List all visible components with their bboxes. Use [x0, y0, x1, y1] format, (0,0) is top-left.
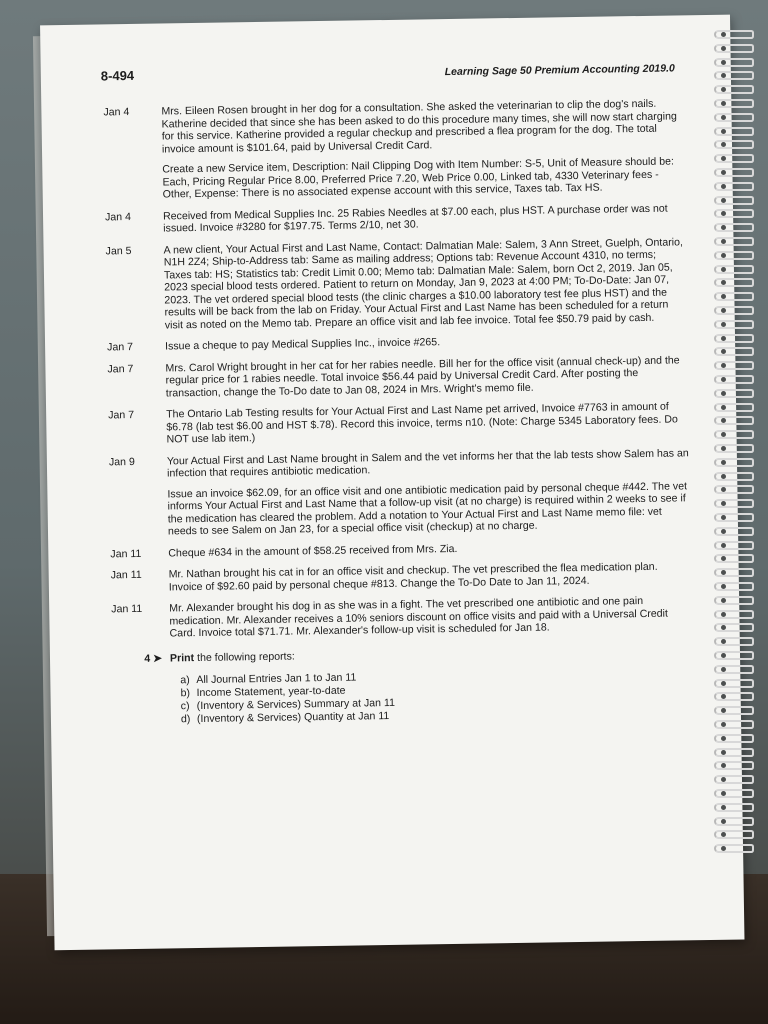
entry-date: Jan 7 [108, 408, 135, 422]
binding-hole [721, 115, 726, 120]
report-text: (Inventory & Services) Quantity at Jan 11 [196, 709, 390, 725]
transaction-entry [107, 332, 687, 354]
spiral-coil [714, 761, 754, 770]
spiral-coil [714, 651, 754, 660]
binding-hole [721, 170, 726, 175]
report-letter: d) [180, 712, 191, 726]
binding-hole [721, 584, 726, 589]
binding-hole [721, 474, 726, 479]
entry-date: Jan 4 [103, 106, 130, 119]
transaction-entry [110, 539, 690, 561]
spiral-coil [714, 375, 754, 384]
spiral-coil [714, 168, 754, 177]
binding-hole [721, 681, 726, 686]
binding-hole [721, 129, 726, 134]
report-list [180, 671, 395, 726]
transaction-entry [109, 447, 690, 539]
spiral-coil [714, 85, 754, 94]
binding-hole [721, 267, 726, 272]
book-title: Learning Sage 50 Premium Accounting 2019.0 [444, 62, 675, 79]
binding-hole [721, 377, 726, 382]
transaction-entry [111, 594, 692, 641]
spiral-coil [714, 665, 754, 674]
binding-hole [721, 308, 726, 313]
transaction-entry [108, 400, 689, 447]
spiral-binding [706, 30, 764, 870]
spiral-coil [714, 334, 754, 343]
entry-date: Jan 7 [107, 340, 134, 354]
spiral-coil [714, 99, 754, 108]
entry-body [161, 97, 684, 201]
binding-hole [721, 184, 726, 189]
page-number: 8-494 [100, 67, 135, 84]
step-print-word: Print [169, 651, 195, 664]
entry-body [167, 447, 690, 538]
report-text: All Journal Entries Jan 1 to Jan 11 [196, 671, 357, 687]
transaction-entry [107, 354, 688, 401]
binding-hole [721, 405, 726, 410]
binding-hole [721, 819, 726, 824]
binding-hole [721, 598, 726, 603]
step-number: 4 ➤ [144, 652, 163, 665]
entry-body [163, 202, 685, 235]
step-instruction [170, 648, 394, 664]
entry-body [165, 332, 687, 353]
entry-paragraph: Create a new Service item, Description: Nail Clipping Dog with Item Number: S-5, Unit of Measure should be: Each, Pricing Regular Price 8.00, Preferred Price 7.20, Web Price 0.00, Linked tab, 4330 Veterinary fees - Other, Expense: There is no associated expense account with this service, Taxes tab. Tax HS. [162, 155, 675, 201]
binding-hole [721, 529, 726, 534]
entry-paragraph: Mrs. Eileen Rosen brought in her dog for a consultation. She asked the veterinarian to clip the dog's nails. Katherine decided that since she has been asked to do this procedure many times, she will now start charging for this service. Katherine provided a regular checkup and prescribed a flea program for the dog. The total invoice amount is $101.64, paid by Universal Credit Card. [161, 97, 677, 156]
spiral-coil [714, 237, 754, 246]
spiral-coil [714, 209, 754, 218]
spiral-coil [714, 775, 754, 784]
spiral-coil [714, 44, 754, 53]
binding-hole [721, 612, 726, 617]
spiral-coil [714, 58, 754, 67]
entry-date: Jan 9 [108, 455, 135, 468]
entry-body [163, 236, 686, 332]
spiral-coil [714, 499, 754, 508]
page-header [101, 59, 675, 83]
entry-paragraph: Issue an invoice $62.09, for an office visit and one antibiotic medication paid by personal cheque #442. The vet informs Your Actual First and Last Name that a follow-up visit (at no charge) is required within 2 weeks to see if the medication has cleared the problem. Add a notation to Your Actual First and Last Name memo file: vet needs to see Salem on Jan 23, for a special office visit (checkup) at no charge. [167, 479, 688, 538]
binding-hole [721, 736, 726, 741]
binding-hole [721, 101, 726, 106]
entry-date: Jan 11 [110, 547, 142, 560]
binding-hole [721, 253, 726, 258]
entry-paragraph: Issue a cheque to pay Medical Supplies Inc., invoice #265. [165, 336, 441, 353]
report-letter: b) [180, 687, 191, 700]
spiral-coil [714, 817, 754, 826]
textbook-page [40, 15, 744, 951]
entry-paragraph: Your Actual First and Last Name brought in Salem and the vet informs her that the lab tests show Salem has an infection that requires antibiotic medication. [166, 446, 689, 480]
binding-hole [721, 60, 726, 65]
spiral-coil [714, 789, 754, 798]
spiral-coil [714, 485, 754, 494]
entry-paragraph: The Ontario Lab Testing results for Your Actual First and Last Name pet arrived, Invoice #7763 in amount of $6.78 (lab test $6.00 and HST $.78). Record this invoice, terms n10. (Note: Charge 5345 Laboratory fees. Do NOT use lab item.) [166, 400, 678, 446]
binding-hole [721, 722, 726, 727]
report-item [181, 710, 395, 726]
spiral-coil [714, 748, 754, 757]
spiral-coil [714, 596, 754, 605]
spiral-coil [714, 554, 754, 563]
binding-hole [721, 791, 726, 796]
transaction-entry [105, 202, 685, 236]
spiral-coil [714, 844, 754, 853]
spiral-coil [714, 623, 754, 632]
spiral-coil [714, 803, 754, 812]
report-text: (Inventory & Services) Summary at Jan 11 [196, 696, 396, 712]
spiral-coil [714, 251, 754, 260]
transaction-list [103, 97, 693, 727]
spiral-coil [714, 113, 754, 122]
spiral-coil [714, 830, 754, 839]
spiral-coil [714, 582, 754, 591]
spiral-coil [714, 527, 754, 536]
spiral-coil [714, 403, 754, 412]
spiral-coil [714, 127, 754, 136]
spiral-coil [714, 610, 754, 619]
step-instruction-text: the following reports: [194, 649, 295, 664]
spiral-coil [714, 71, 754, 80]
spiral-coil [714, 541, 754, 550]
entry-body [169, 594, 692, 640]
binding-hole [721, 446, 726, 451]
spiral-coil [714, 361, 754, 370]
entry-paragraph: Mrs. Carol Wright brought in her cat for her rabies needle. Bill her for the office visit (annual check-up) and the regular price for 1 rabies needle. Total invoice $56.44 paid by Universal Credit Card. After posting the transaction, change the To-Do date to Jan 08, 2024 in Mrs. Wright's memo file. [165, 353, 680, 399]
spiral-coil [714, 472, 754, 481]
spiral-coil [714, 706, 754, 715]
spiral-coil [714, 568, 754, 577]
entry-paragraph: Mr. Nathan brought his cat in for an office visit and checkup. The vet prescribed the flea medication plan. Invoice of $92.60 paid by personal cheque #813. Change the To-Do Date to Jan 11, 2024. [168, 560, 658, 593]
entry-body [166, 400, 689, 446]
spiral-coil [714, 347, 754, 356]
spiral-coil [714, 458, 754, 467]
print-step [112, 644, 693, 727]
report-letter: c) [180, 699, 190, 713]
binding-hole [721, 653, 726, 658]
binding-hole [721, 515, 726, 520]
spiral-coil [714, 223, 754, 232]
step-body [170, 648, 395, 726]
entry-paragraph: Cheque #634 in the amount of $58.25 received from Mrs. Zia. [168, 542, 458, 559]
entry-date: Jan 4 [104, 210, 132, 223]
spiral-coil [714, 196, 754, 205]
spiral-coil [714, 734, 754, 743]
spiral-coil [714, 140, 754, 149]
transaction-entry [103, 97, 684, 202]
spiral-coil [714, 513, 754, 522]
binding-hole [721, 239, 726, 244]
entry-paragraph: A new client, Your Actual First and Last Name, Contact: Dalmatian Male: Salem, 3 Ann Street, Guelph, Ontario, N1H 2Z4; Ship-to-Address tab: Same as mailing address; Options tab: Revenue Account 4310, no terms; Taxes tab: HS; Statistics tab: Credit Limit 0.00; Memo tab: Dalmatian Male: Salem, born Oct 2, 2019. Jan 05, 2023 special blood tests ordered. Patient to return on Monday, Jan 9, 2023 at 4:00 PM; To-Do-Date: Jan 07, 2023. The vet ordered special blood tests (the clinic charges a $10.00 laboratory test fee plus HST) and the results will be back from the lab on Friday. Your Actual First and Last Name has been scheduled for a return visit as noted on the Memo tab. Prepare an office visit and lab fee invoice. Total fee $50.79 paid by cash. [163, 235, 683, 331]
entry-date: Jan 11 [111, 602, 143, 616]
entry-paragraph: Mr. Alexander brought his dog in as she was in a fight. The vet prescribed one antibiotic and one pain medication. Mr. Alexander receives a 10% seniors discount on office visits and paid with a Universal Credit Card. Invoice total $71.71. Mr. Alexander's follow-up visit is scheduled for Jan 18. [169, 595, 668, 640]
entry-body [165, 354, 688, 400]
binding-hole [721, 198, 726, 203]
spiral-coil [714, 637, 754, 646]
spiral-coil [714, 692, 754, 701]
entry-body [168, 539, 690, 560]
spiral-coil [714, 306, 754, 315]
transaction-entry [105, 236, 686, 333]
spiral-coil [714, 320, 754, 329]
binding-hole [721, 46, 726, 51]
binding-hole [721, 336, 726, 341]
binding-hole [721, 391, 726, 396]
entry-body [169, 560, 691, 593]
spiral-coil [714, 265, 754, 274]
spiral-coil [714, 720, 754, 729]
spiral-coil [714, 182, 754, 191]
entry-date: Jan 11 [110, 568, 142, 582]
spiral-coil [714, 278, 754, 287]
transaction-entry [111, 560, 691, 594]
spiral-coil [714, 430, 754, 439]
entry-paragraph: Received from Medical Supplies Inc. 25 Rabies Needles at $7.00 each, plus HST. A purchase order was not issued. Invoice #3280 for $197.75. Terms 2/10, net 30. [162, 202, 668, 235]
binding-hole [721, 322, 726, 327]
binding-hole [721, 460, 726, 465]
entry-date: Jan 7 [107, 362, 134, 375]
spiral-coil [714, 416, 754, 425]
report-text: Income Statement, year-to-date [196, 684, 346, 699]
spiral-coil [714, 292, 754, 301]
report-letter: a) [180, 674, 190, 687]
binding-hole [721, 543, 726, 548]
entry-date: Jan 5 [105, 244, 132, 257]
spiral-coil [714, 154, 754, 163]
spiral-coil [714, 389, 754, 398]
spiral-coil [714, 679, 754, 688]
binding-hole [721, 805, 726, 810]
spiral-coil [714, 444, 754, 453]
binding-hole [721, 32, 726, 37]
spiral-coil [714, 30, 754, 39]
binding-hole [721, 750, 726, 755]
binding-hole [721, 667, 726, 672]
